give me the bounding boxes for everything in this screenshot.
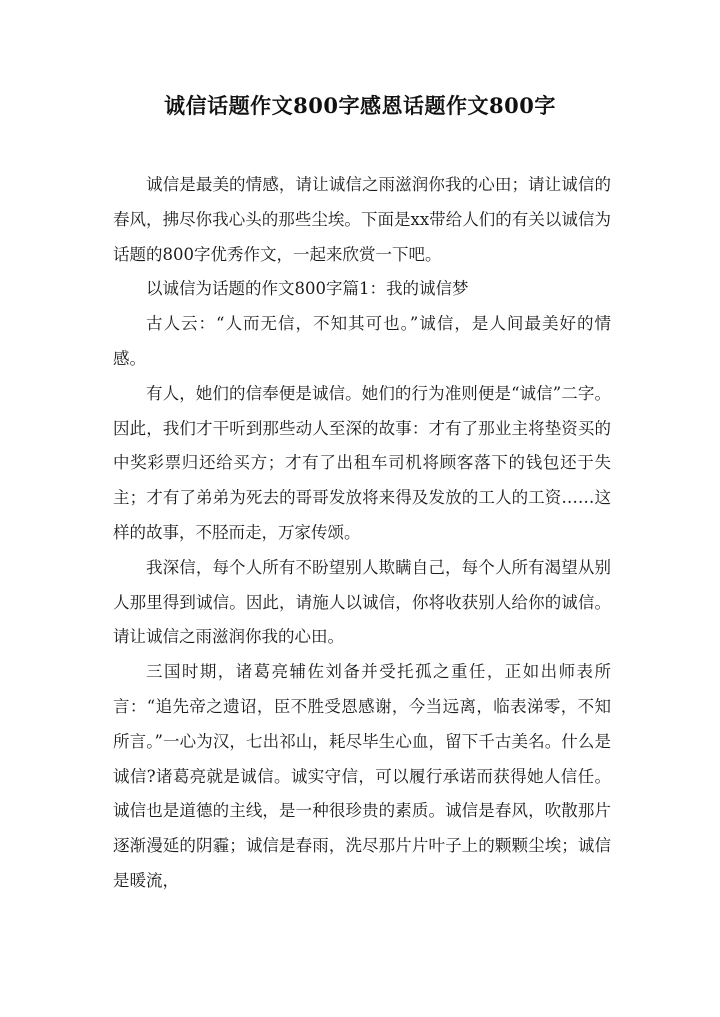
paragraph-belief: 我深信，每个人所有不盼望别人欺瞒自己，每个人所有渴望从别人那里得到诚信。因此，请施人以诚信，你将收获别人给你的诚信。请让诚信之雨滋润你我的心田。: [113, 557, 611, 647]
paragraph-quote: 古人云：“人而无信，不知其可也。”诚信，是人间最美好的情感。: [113, 314, 611, 368]
document-title: 诚信话题作文800字感恩话题作文800字: [164, 93, 556, 118]
section-heading: 以诚信为话题的作文800字篇1：我的诚信梦: [146, 279, 469, 299]
paragraph-stories: 有人，她们的信奉便是诚信。她们的行为准则便是“诚信”二字。因此，我们才干听到那些动人至深的故事：才有了那业主将垫资买的中奖彩票归还给买方；才有了出租车司机将顾客落下的钱包还于失主；才有了弟弟为死去的哥哥发放将来得及发放的工人的工资……这样的故事，不胫而走，万家传颂。: [113, 383, 611, 542]
document-body: [113, 168, 611, 899]
paragraph-three-kingdoms: 三国时期，诸葛亮辅佐刘备并受托孤之重任，正如出师表所言：“追先帝之遗诏，臣不胜受恩感谢，今当远离，临表涕零，不知所言。”一心为汉，七出祁山，耗尽毕生心血，留下千古美名。什么是诚信?诸葛亮就是诚信。诚实守信，可以履行承诺而获得她人信任。诚信也是道德的主线，是一种很珍贵的素质。诚信是春风，吹散那片逐渐漫延的阴霾；诚信是春雨，洗尽那片片叶子上的颗颗尘埃；诚信是暖流，: [113, 662, 611, 890]
paragraph-intro: 诚信是最美的情感，请让诚信之雨滋润你我的心田；请让诚信的春风，拂尽你我心头的那些尘埃。下面是xx带给人们的有关以诚信为话题的800字优秀作文，一起来欣赏一下吧。: [113, 175, 611, 264]
